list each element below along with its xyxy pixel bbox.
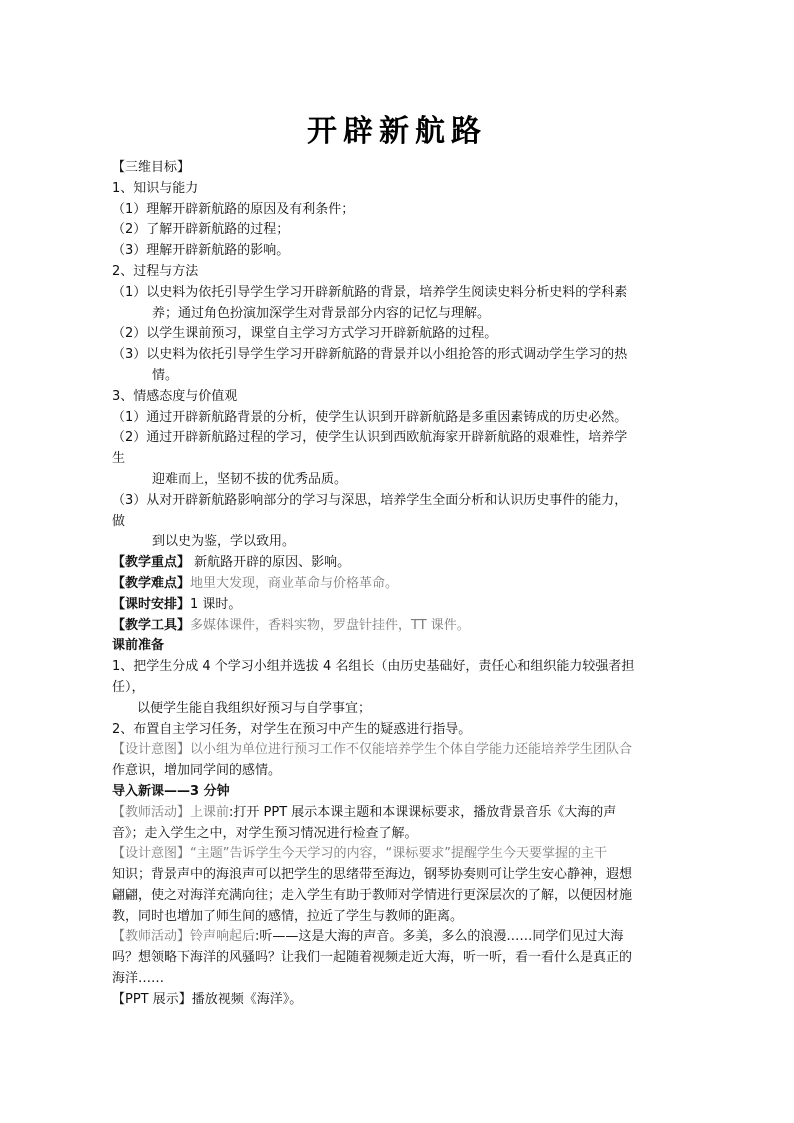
key-point-line [112, 553, 682, 574]
tools-text: 多媒体课件，香料实物，罗盘针挂件，TT 课件。 [190, 617, 470, 633]
document-title: 开辟新航路 [307, 114, 487, 149]
intro-teacher-line-a [112, 803, 682, 824]
prep-line-2: 2、布置自主学习任务，对学生在预习中产生的疑惑进行指导。 [112, 721, 472, 737]
intro-teacher-label: 【教师活动】 [112, 804, 191, 820]
intro-teacher-when: 上课前 [190, 804, 230, 820]
tools-line [112, 616, 682, 637]
intro-teacher2-line-a [112, 927, 682, 948]
intro-teacher2-text-a: :听——这是大海的声音。多美，多么的浪漫……同学们见过大海 [255, 929, 624, 945]
emotion-item-2b: 生 [112, 451, 126, 467]
process-item-3a: （3）以史料为依托引导学生学习开辟新航路的背景并以小组抢答的形式调动学生学习的热 [112, 347, 628, 363]
prep-line-1a: 1、把学生分成 4 个学习小组并选拔 4 名组长（由历史基础好，责任心和组织能力较强者担 [112, 659, 635, 675]
intro-design-line-d: 教，同时也增加了师生间的感情，拉近了学生与教师的距离。 [112, 908, 464, 924]
prep-design-line-a [112, 740, 682, 761]
schedule-label: 【课时安排】 [112, 596, 191, 612]
intro-heading: 导入新课——3 分钟 [112, 783, 230, 799]
ppt-label: 【PPT 展示】 [112, 991, 192, 1007]
intro-teacher2-line-b: 吗？想领略下海洋的风骚吗？让我们一起随着视频走近大海，听一听，看一看什么是真正的 [112, 950, 633, 966]
prep-design-line-b: 作意识，增加同学间的感情。 [112, 763, 282, 779]
knowledge-item-3: （3）理解开辟新航路的影响。 [112, 243, 290, 259]
prep-line-1b: 任）， [112, 679, 145, 695]
knowledge-item-1: （1）理解开辟新航路的原因及有利条件； [112, 201, 355, 217]
schedule-text: 1 课时。 [190, 596, 242, 612]
goals-heading: 【三维目标】 [112, 160, 191, 175]
prep-heading: 课前准备 [112, 638, 165, 654]
process-item-1a: （1）以史料为依托引导学生学习开辟新航路的背景，培养学生阅读史料分析史料的学科素 [112, 284, 628, 300]
schedule-line [112, 595, 682, 616]
intro-design-line-a [112, 844, 682, 865]
emotion-item-3b: 做 [112, 513, 126, 529]
knowledge-item-2: （2）了解开辟新航路的过程； [112, 222, 290, 238]
document-body [112, 158, 682, 1011]
process-item-1b: 养；通过角色扮演加深学生对背景部分内容的记忆与理解。 [152, 305, 491, 321]
intro-teacher2-line-c: 海洋…… [112, 971, 165, 987]
key-point-text: 新航路开辟的原因、影响。 [190, 555, 351, 571]
prep-line-1c: 以便学生能自我组织好预习与自学事宜； [137, 700, 372, 716]
intro-design-label: 【设计意图】 [112, 846, 191, 862]
prep-design-label: 【设计意图】 [112, 742, 191, 758]
process-item-3b: 情。 [152, 367, 179, 383]
process-item-2: （2）以学生课前预习，课堂自主学习方式学习开辟新航路的过程。 [112, 326, 498, 342]
emotion-item-3a: （3）从对开辟新航路影响部分的学习与深思，培养学生全面分析和认识历史事件的能力， [112, 492, 628, 508]
difficulty-line [112, 574, 682, 595]
section-emotion-title: 3、情感态度与价值观 [112, 388, 238, 404]
section-knowledge-title: 1、知识与能力 [112, 180, 199, 196]
emotion-item-1: （1）通过开辟新航路背景的分析，使学生认识到开辟新航路是多重因素铸成的历史必然。 [112, 409, 628, 425]
tools-label: 【教学工具】 [112, 617, 191, 633]
key-point-label: 【教学重点】 [112, 555, 191, 571]
ppt-text: 播放视频《海洋》。 [191, 991, 303, 1007]
difficulty-text: 地里大发现，商业革命与价格革命。 [190, 575, 399, 591]
difficulty-label: 【教学难点】 [112, 575, 191, 591]
emotion-item-2a: （2）通过开辟新航路过程的学习，使学生认识到西欧航海家开辟新航路的艰难性，培养学 [112, 430, 628, 446]
section-process-title: 2、过程与方法 [112, 263, 199, 279]
ppt-line [112, 990, 682, 1011]
intro-design-line-c: 翩翩，使之对海洋充满向往；走入学生有助于教师对学情进行更深层次的了解，以便因材施 [112, 887, 633, 903]
emotion-item-3c: 到以史为鉴，学以致用。 [152, 534, 296, 550]
intro-teacher2-when: 铃声响起后 [190, 929, 256, 945]
intro-teacher-line-b: 音》；走入学生之中，对学生预习情况进行检查了解。 [112, 825, 418, 841]
intro-teacher-text-a: :打开 PPT 展示本课主题和本课课标要求，播放背景音乐《大海的声 [229, 804, 617, 820]
prep-design-text-a: 以小组为单位进行预习工作不仅能培养学生个体自学能力还能培养学生团队合 [190, 742, 633, 758]
intro-teacher2-label: 【教师活动】 [112, 929, 191, 945]
intro-design-text-a: “主题”告诉学生今天学习的内容，“课标要求”提醒学生今天要掌握的主干 [190, 846, 607, 862]
emotion-item-2c: 迎难而上，坚韧不拔的优秀品质。 [152, 471, 348, 487]
intro-design-line-b: 知识；背景声中的海浪声可以把学生的思绪带至海边，钢琴协奏则可让学生安心静神，遐想 [112, 867, 633, 883]
